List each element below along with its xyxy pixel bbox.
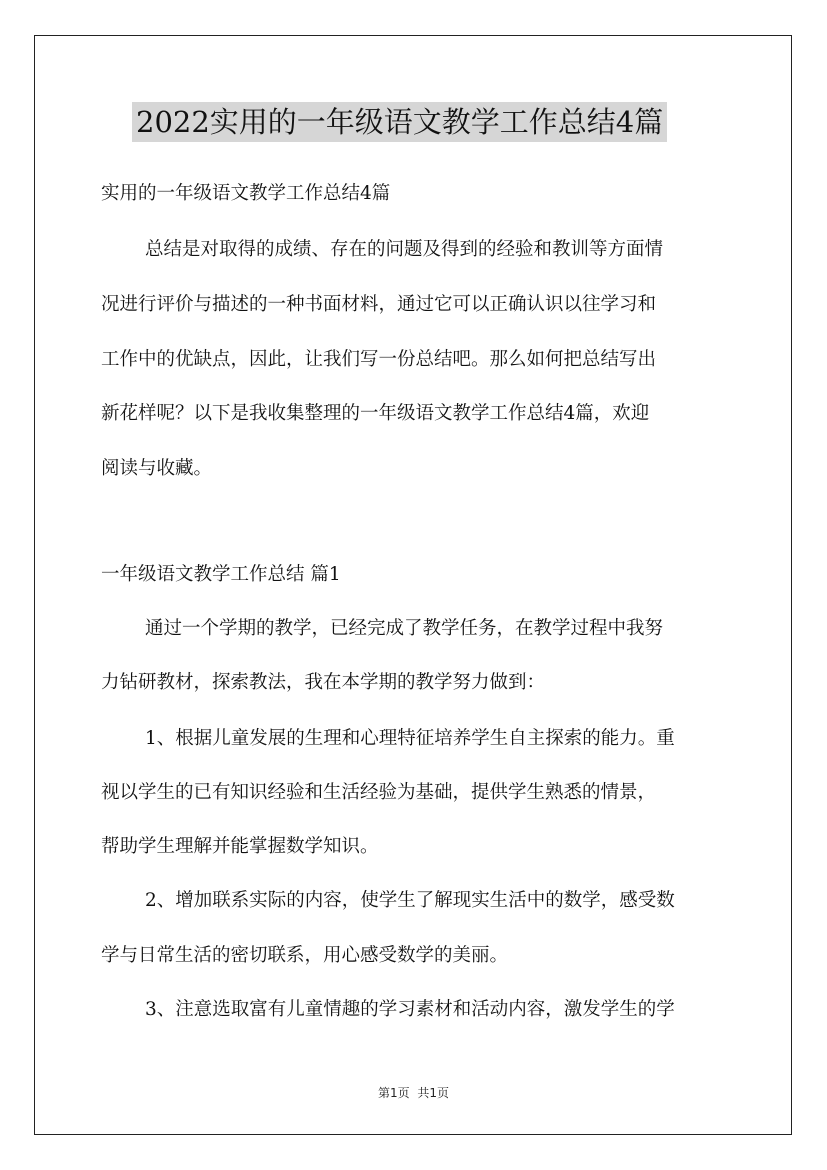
section-line: 2、增加联系实际的内容，使学生了解现实生活中的数学，感受数 [145, 890, 675, 911]
page-number: 第1页 [377, 1086, 410, 1100]
section-heading: 一年级语文教学工作总结 篇1 [101, 564, 341, 585]
intro-line: 新花样呢？以下是我收集整理的一年级语文教学工作总结4篇，欢迎 [101, 403, 650, 424]
section-line: 学与日常生活的密切联系，用心感受数学的美丽。 [101, 945, 509, 966]
section-line: 3、注意选取富有儿童情趣的学习素材和活动内容，激发学生的学 [145, 999, 675, 1020]
document-subtitle: 实用的一年级语文教学工作总结4篇 [101, 183, 391, 204]
section-line: 1、根据儿童发展的生理和心理特征培养学生自主探索的能力。重 [145, 728, 675, 749]
total-pages: 共1页 [417, 1086, 450, 1100]
section-line: 视以学生的已有知识经验和生活经验为基础，提供学生熟悉的情景， [101, 782, 657, 803]
intro-line: 工作中的优缺点，因此，让我们写一份总结吧。那么如何把总结写出 [101, 349, 657, 370]
intro-line: 况进行评价与描述的一种书面材料，通过它可以正确认识以往学习和 [101, 294, 657, 315]
section-line: 通过一个学期的教学，已经完成了教学任务，在教学过程中我努 [145, 618, 664, 639]
page-footer [0, 1085, 827, 1101]
document-title: 2022实用的一年级语文教学工作总结4篇 [132, 102, 667, 142]
section-line: 力钻研教材，探索教法，我在本学期的教学努力做到： [101, 672, 546, 693]
intro-line: 阅读与收藏。 [101, 458, 213, 479]
section-line: 帮助学生理解并能掌握数学知识。 [101, 836, 379, 857]
intro-line: 总结是对取得的成绩、存在的问题及得到的经验和教训等方面情 [145, 239, 664, 260]
